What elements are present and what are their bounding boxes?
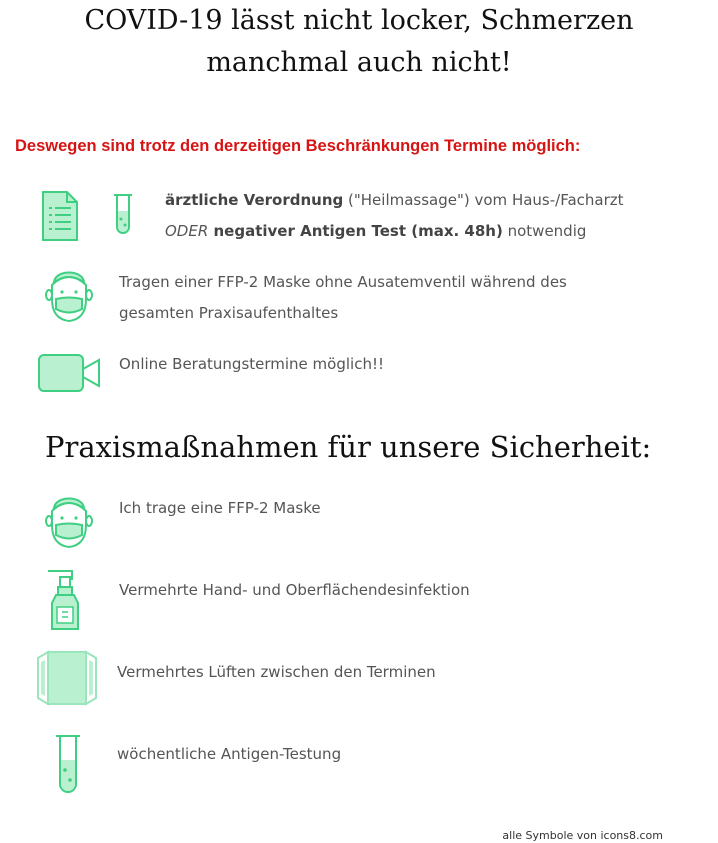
measure-mask-text: Ich trage eine FFP-2 Maske (119, 499, 321, 517)
page-title (0, 0, 718, 84)
requirement-test-rest: notwendig (502, 222, 587, 240)
requirement-prescription-line-2 (165, 216, 586, 247)
requirement-mask-line-1: Tragen einer FFP-2 Maske ohne Ausatemventil während des (119, 273, 567, 291)
title-line-2: manchmal auch nicht! (206, 47, 512, 78)
measure-disinfection-text: Vermehrte Hand- und Oberflächendesinfektion (119, 581, 470, 599)
requirement-mask-line-2: gesamten Praxisaufenthaltes (119, 304, 339, 322)
measure-ventilation-text: Vermehrtes Lüften zwischen den Terminen (117, 663, 436, 681)
requirement-prescription-bold: ärztliche Verordnung (165, 191, 344, 209)
document-icon (41, 190, 79, 246)
test-tube-icon (112, 193, 134, 241)
icons-credit: alle Symbole von icons8.com (502, 829, 663, 842)
face-mask-icon (44, 487, 94, 553)
video-camera-icon (37, 353, 101, 397)
requirement-prescription-rest: ("Heilmassage") vom Haus-/Facharzt (343, 191, 624, 209)
section-heading: Praxismaßnahmen für unsere Sicherheit: (45, 430, 652, 464)
notice-text: Deswegen sind trotz den derzeitigen Beschränkungen Termine möglich: (15, 137, 581, 155)
measure-testing-text: wöchentliche Antigen-Testung (117, 745, 342, 763)
requirement-online-consultation: Online Beratungstermine möglich!! (119, 355, 384, 373)
title-line-1: COVID-19 lässt nicht locker, Schmerzen (84, 5, 634, 36)
face-mask-icon (44, 261, 94, 327)
requirement-test-bold: negativer Antigen Test (max. 48h) (208, 222, 503, 240)
test-tube-icon (54, 734, 82, 800)
spray-bottle-icon (46, 567, 82, 635)
requirement-or: ODER (165, 222, 209, 240)
open-window-icon (36, 648, 98, 712)
requirement-prescription-line-1 (165, 185, 624, 216)
